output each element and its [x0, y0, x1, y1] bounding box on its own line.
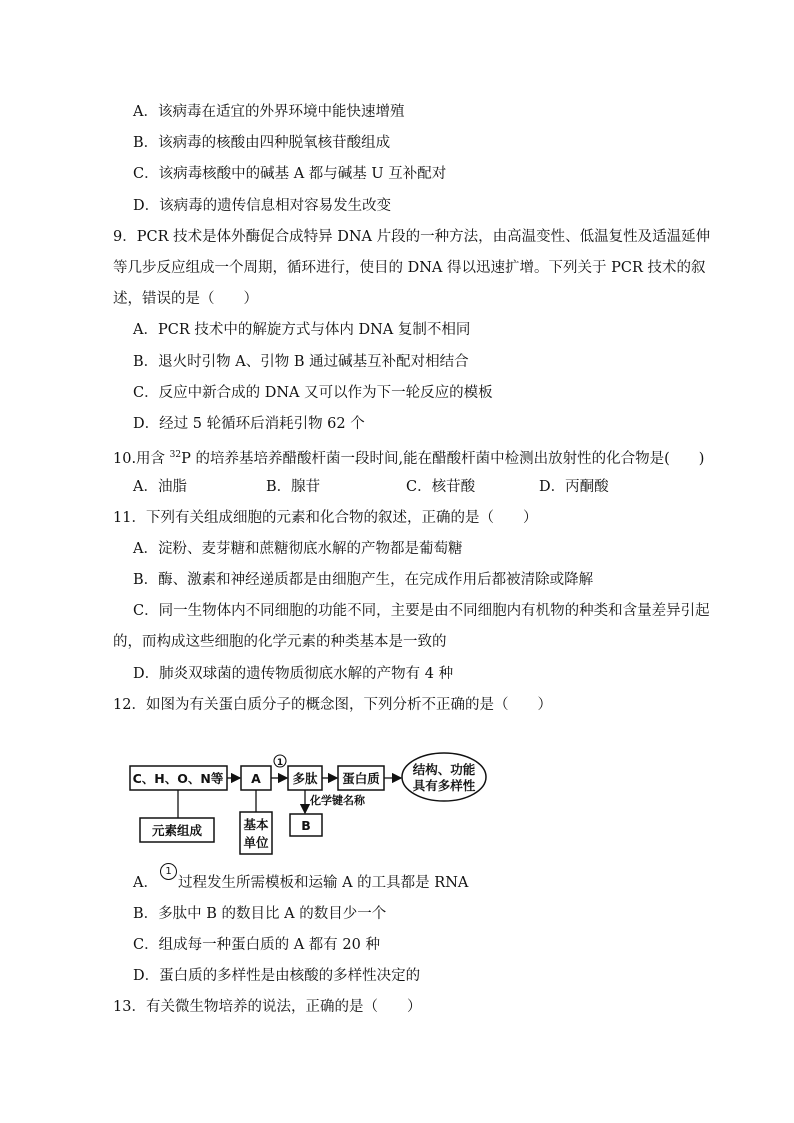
q10-stem	[113, 445, 704, 469]
diversity-oval-line1: 结构、功能	[412, 762, 476, 777]
q11-option-d: D．肺炎双球菌的遗传物质彻底水解的产物有 4 种	[133, 666, 454, 682]
protein-box-label: 蛋白质	[342, 771, 380, 786]
elements-box-label: C、H、O、N等	[132, 771, 224, 786]
q12-option-a-step-marker: 1	[160, 863, 177, 880]
q10-option-b: B．腺苷	[266, 479, 321, 495]
q12-option-a-text: 过程发生所需模板和运输 A 的工具都是 RNA	[177, 875, 469, 891]
q9-stem-line1: 9．PCR 技术是体外酶促合成特异 DNA 片段的一种方法，由高温变性、低温复性及适温延伸	[113, 229, 711, 245]
diversity-oval-line2: 具有多样性	[412, 778, 476, 793]
q11-stem: 11．下列有关组成细胞的元素和化合物的叙述，正确的是（ ）	[113, 510, 538, 526]
q8-option-d: D．该病毒的遗传信息相对容易发生改变	[133, 198, 392, 214]
q9-option-d: D．经过 5 轮循环后消耗引物 62 个	[133, 416, 365, 432]
q11-option-c-line1: C．同一生物体内不同细胞的功能不同，主要是由不同细胞内有机物的种类和含量差异引起	[133, 603, 710, 619]
q10-option-a: A．油脂	[133, 479, 187, 495]
q12-option-b: B．多肽中 B 的数目比 A 的数目少一个	[133, 906, 387, 922]
q9-option-a: A．PCR 技术中的解旋方式与体内 DNA 复制不相同	[133, 322, 471, 338]
q8-option-c: C．该病毒核酸中的碱基 A 都与碱基 U 互补配对	[133, 166, 447, 182]
q10-stem-pre: 10.用含	[113, 450, 170, 467]
q9-stem-line2: 等几步反应组成一个周期，循环进行，使目的 DNA 得以迅速扩增。下列关于 PCR 技术的叙	[113, 260, 706, 276]
q9-stem-line3: 述，错误的是（ ）	[113, 291, 258, 307]
q8-option-b: B．该病毒的核酸由四种脱氧核苷酸组成	[133, 135, 391, 151]
q12-option-c: C．组成每一种蛋白质的 A 都有 20 种	[133, 937, 380, 953]
protein-concept-diagram	[128, 752, 508, 856]
q12-option-a-prefix: A．	[133, 875, 158, 891]
q9-option-b: B．退火时引物 A、引物 B 通过碱基互补配对相结合	[133, 354, 469, 370]
q11-option-b: B．酶、激素和神经递质都是由细胞产生，在完成作用后都被清除或降解	[133, 572, 594, 588]
q13-stem: 13．有关微生物培养的说法，正确的是（ ）	[113, 999, 422, 1015]
b-box-label: B	[301, 818, 311, 833]
q11-option-a: A．淀粉、麦芽糖和蔗糖彻底水解的产物都是葡萄糖	[133, 541, 463, 557]
bond-name-label: 化学键名称	[310, 794, 365, 807]
q10-option-c: C．核苷酸	[406, 479, 476, 495]
composition-label: 元素组成	[151, 823, 203, 838]
q10-option-d: D．丙酮酸	[539, 479, 609, 495]
q8-option-a: A．该病毒在适宜的外界环境中能快速增殖	[133, 104, 405, 120]
basic-unit-label-2: 单位	[243, 835, 269, 850]
peptide-box-label: 多肽	[292, 771, 318, 786]
q12-option-a	[133, 873, 468, 893]
q12-option-d: D．蛋白质的多样性是由核酸的多样性决定的	[133, 968, 421, 984]
a-box-label: A	[251, 771, 261, 786]
q12-stem: 12．如图为有关蛋白质分子的概念图，下列分析不正确的是（ ）	[113, 697, 552, 713]
diversity-oval	[402, 753, 486, 801]
q10-stem-post: P 的培养基培养醋酸杆菌一段时间,能在醋酸杆菌中检测出放射性的化合物是( )	[181, 450, 705, 467]
q9-option-c: C．反应中新合成的 DNA 又可以作为下一轮反应的模板	[133, 385, 493, 401]
q11-option-c-line2: 的，而构成这些细胞的化学元素的种类基本是一致的	[113, 634, 447, 650]
basic-unit-label-1: 基本	[243, 817, 269, 832]
q10-isotope-mass: 32	[169, 450, 182, 460]
step-one-marker-label: 1	[276, 758, 284, 768]
